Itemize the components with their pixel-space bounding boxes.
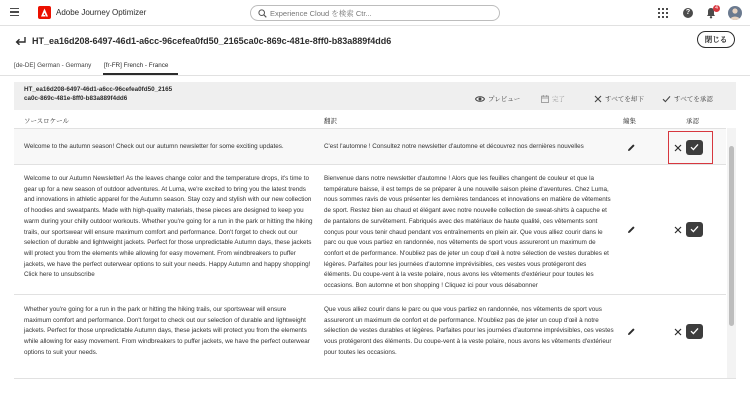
done-label: 完了 [552, 96, 565, 103]
search-icon [258, 9, 267, 18]
source-text: Welcome to the autumn season! Check out our autumn newsletter for some exciting updates. [24, 143, 284, 150]
translation-rows [14, 128, 726, 378]
scrollbar-thumb[interactable] [729, 146, 734, 326]
column-header-edit: 編集 [623, 118, 636, 125]
column-header-source: ソースロケール [24, 118, 70, 125]
translation-text: C'est l'automne ! Consultez notre newsletter d'automne et découvrez nos dernières nouvelles [324, 143, 584, 150]
translation-text: Bienvenue dans notre newsletter d'automne ! Alors que les feuilles changent de couleur et que la température baisse, il est temps de se préparer à une nouvelle saison pleine d'aventures. Chez Luma, nous sommes ravis de vous présenter les dernières tendances et innovations en matière de vêtements de sport. Restez bien au chaud et élégant avec notre nouvelle collection de sweat-shirts à capuche et de pantalons de survêtement. Fabriqués avec des matériaux de haute qualité, ces vêtements sont conçus pour vous tenir chaud pendant vos entraînements en plein air. Que vous alliez courir dans le parc ou que vous partiez en randonnée, nos vêtements de sport vous assureront un maximum de confort et de performance. N'oubliez pas de jeter un coup d'œil à notre sélection de vestes durables et légères. Parfaites pour les journées d'automne imprévisibles, ces vestes vous protégeront des éléments. Du coupe-vent à la veste polaire, nous avons les vêtements d'extérieur pour toutes les occasions. Bon automne et bon shopping ! Cliquez ici pour vous désabonner [324, 175, 611, 290]
approve-button[interactable] [686, 324, 703, 339]
avatar[interactable] [728, 6, 742, 20]
approve-all-button[interactable] [662, 94, 713, 103]
reject-all-button[interactable] [594, 94, 644, 103]
table-row [14, 128, 726, 164]
column-header-translation: 翻訳 [324, 118, 337, 125]
checkmark-icon [690, 225, 699, 233]
pencil-icon[interactable] [627, 327, 636, 336]
calendar-icon [541, 95, 549, 103]
preview-button[interactable] [475, 94, 520, 103]
page-title: HT_ea16d208-6497-46d1-a6cc-96cefea0fd50_2165ca0c-869c-481e-8ff0-b83a889f4dd6 [32, 36, 392, 46]
vertical-scrollbar[interactable] [727, 128, 736, 378]
preview-label: プレビュー [488, 96, 521, 103]
divider [14, 378, 736, 379]
eye-icon [475, 95, 485, 103]
divider [0, 75, 750, 76]
checkmark-icon [662, 95, 671, 103]
panel-toolbar [14, 82, 736, 110]
translation-panel [14, 82, 736, 378]
close-button[interactable]: 閉じる [697, 31, 735, 48]
source-text: Welcome to our Autumn Newsletter! As the leaves change color and the temperature drops, it's time to gear up for a new season of outdoor adventures. At Luma, we're excited to bring you the latest trends and innovations in athletic apparel for the Autumn season. Stay cozy and stylish with our new collection of hoodies and sweatpants. Made with high-quality materials, these pieces are designed to keep you warm during your chilly outdoor workouts. Whether you're going for a run in the park or hitting the hiking trails, our sportswear will ensure maximum comfort and performance. Don't forget to check out our selection of durable and lightweight jackets. Perfect for those unpredictable Autumn days, these jackets will protect you from the elements while allowing for easy movement. From windbreakers to puffer jackets, we have the perfect outerwear options to suit your needs. Happy Autumn and happy shopping! Click here to unsubscribe [24, 175, 313, 279]
tab-de-de[interactable]: [de-DE] German - Germany [14, 62, 92, 69]
menu-icon[interactable] [10, 8, 19, 16]
global-search[interactable] [250, 5, 500, 21]
column-header-approve: 承認 [686, 118, 699, 125]
pencil-icon[interactable] [627, 143, 636, 152]
done-button[interactable] [541, 94, 565, 103]
pencil-icon[interactable] [627, 225, 636, 234]
checkmark-icon [690, 327, 699, 335]
app-header [0, 0, 750, 26]
search-input[interactable] [270, 7, 495, 19]
tab-fr-fr[interactable]: [fr-FR] French - France [104, 62, 169, 69]
adobe-logo-icon[interactable] [38, 6, 51, 19]
source-text: Whether you're going for a run in the park or hitting the hiking trails, our sportswear will ensure maximum comfort and performance. Don't forget to check out our selection of durable and lightweight jackets. Perfect for those unpredictable Autumn days, these jackets will protect you from the elements while allowing for easy movement. From windbreakers to puffer jackets, we have the perfect outerwear options to suit your needs. [24, 306, 310, 356]
translation-text: Que vous alliez courir dans le parc ou que vous partiez en randonnée, nos vêtements de sport vous assureront un maximum de confort et de performance. N'oubliez pas de jeter un coup d'œil à notre sélection de vestes durables et légères. Parfaites pour les journées d'automne imprévisibles, ces vestes vous protégeront des éléments. Du coupe-vent à la veste polaire, nous avons les vêtements d'extérieur pour toutes les occasions. [324, 306, 614, 356]
approve-button[interactable] [686, 222, 703, 237]
reject-icon[interactable] [674, 226, 682, 234]
reject-icon[interactable] [674, 328, 682, 336]
approve-all-label: すべてを承認 [674, 96, 713, 103]
table-row [14, 164, 726, 294]
content-key: HT_ea16d208-6497-46d1-a6cc-96cefea0fd50_2165ca0c-869c-481e-8ff0-b83a889f4dd6 [24, 86, 173, 102]
back-arrow-icon[interactable] [15, 36, 26, 45]
reject-all-label: すべてを却下 [605, 96, 644, 103]
focus-highlight [668, 131, 713, 164]
table-row [14, 294, 726, 378]
notification-badge: 4 [713, 5, 720, 12]
close-icon [594, 95, 602, 103]
help-icon[interactable]: ? [683, 8, 693, 18]
apps-grid-icon[interactable] [658, 8, 668, 18]
app-title[interactable]: Adobe Journey Optimizer [56, 8, 147, 17]
